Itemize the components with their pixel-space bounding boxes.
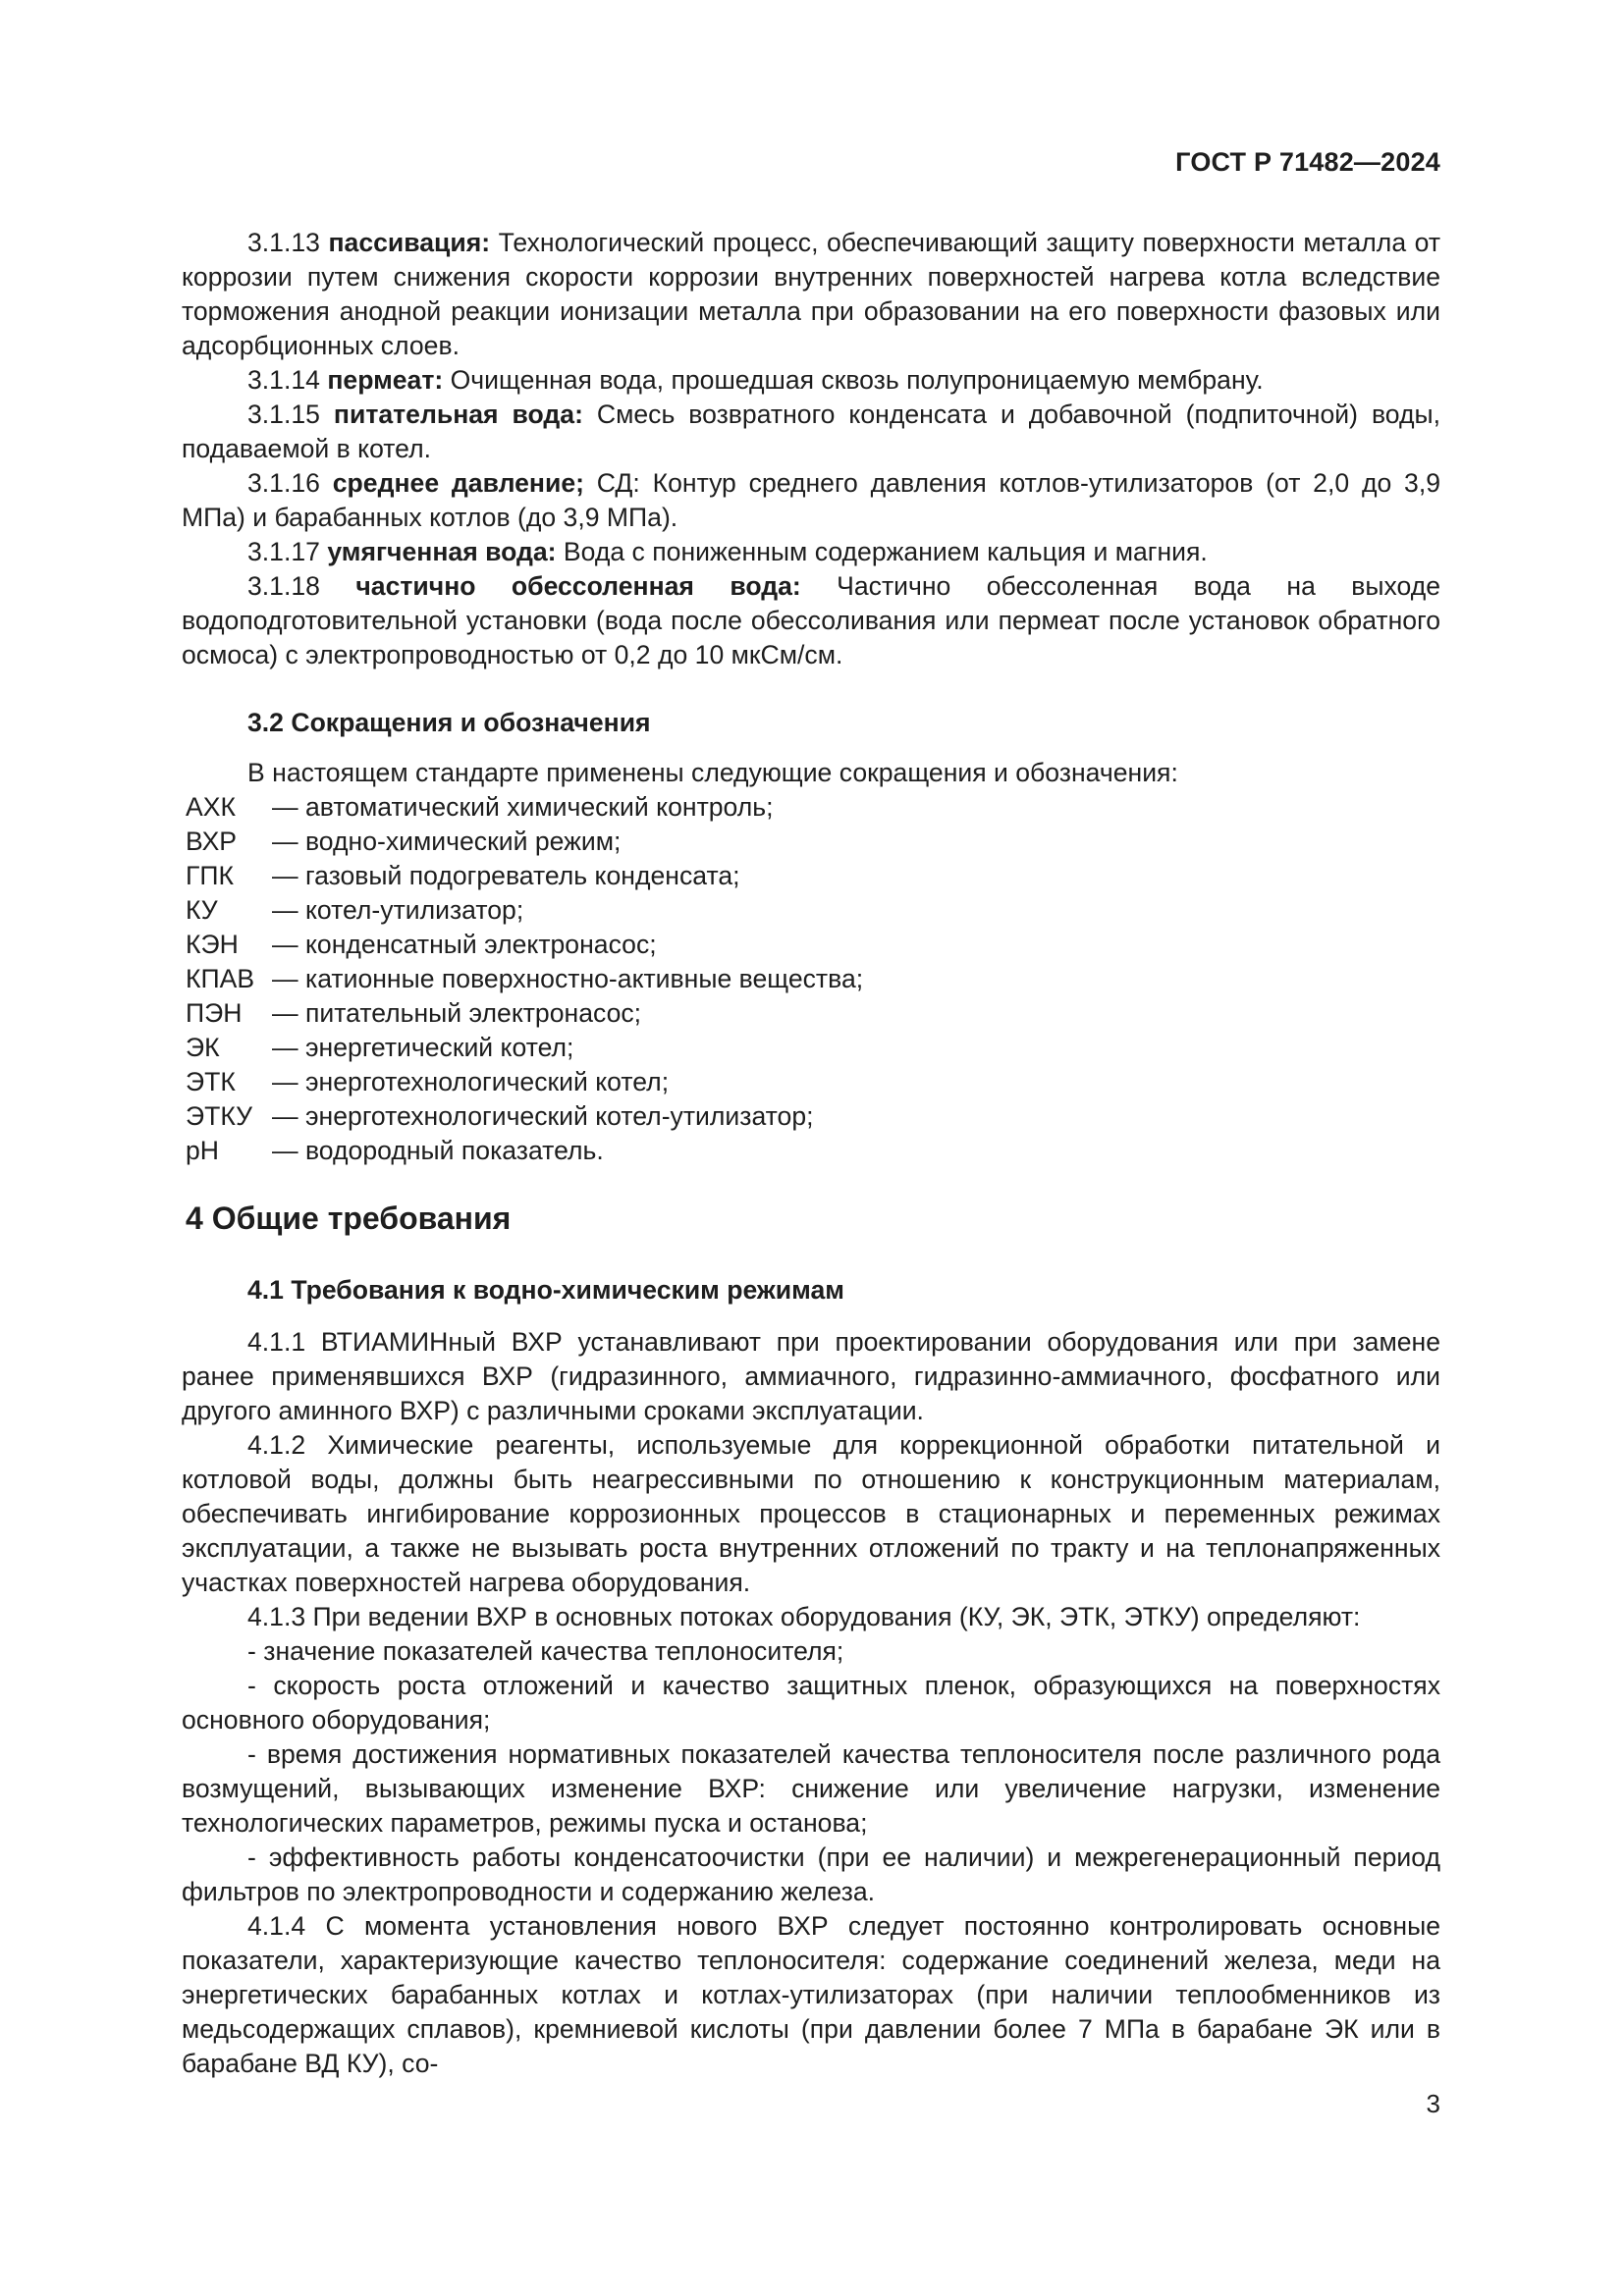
abbreviation-item bbox=[186, 825, 1440, 859]
definition-text: Технологический процесс, обеспечивающий защиту поверхности металла от коррозии путем снижения скорости коррозии внутренних поверхностей нагрева котла вследствие торможения анодной реакции ионизации металла при образовании на его поверхности фазовых или адсорбционных слоев. bbox=[182, 228, 1441, 360]
abbreviation-item bbox=[186, 790, 1440, 825]
list-item: - эффективность работы конденсатоочистки (при ее наличии) и межрегенерационный период фильтров по электропроводности и содержанию железа. bbox=[182, 1842, 1440, 1906]
abbreviation-code: ЭК bbox=[186, 1033, 220, 1062]
paragraph-4-1-1: 4.1.1 ВТИАМИНный ВХР устанавливают при проектировании оборудования или при замене ранее применявшихся ВХР (гидразинного, аммиачного, гидразинно-аммиачного, фосфатного или другого аминного ВХР) с различными сроками эксплуатации. bbox=[182, 1327, 1440, 1425]
list-item: - скорость роста отложений и качество защитных пленок, образующихся на поверхностях основного оборудования; bbox=[182, 1671, 1440, 1735]
definition-term: частично обессоленная вода: bbox=[355, 571, 801, 601]
paragraph-4-1-4: 4.1.4 С момента установления нового ВХР следует постоянно контролировать основные показатели, характеризующие качество теплоносителя: содержание соединений железа, меди на энергетических барабанных котлах и котлах-утилизаторах (при наличии теплообменников из медьсодержащих сплавов), кремниевой кислоты (при давлении более 7 МПа в барабане ЭК или в барабане ВД КУ), со- bbox=[182, 1911, 1440, 2078]
definition-number: 3.1.17 bbox=[247, 537, 320, 566]
document-header: ГОСТ Р 71482—2024 bbox=[1175, 147, 1440, 177]
abbreviations-intro: В настоящем стандарте применены следующие сокращения и обозначения: bbox=[247, 758, 1178, 787]
paragraph-4-1-2: 4.1.2 Химические реагенты, используемые для коррекционной обработки питательной и котловой воды, должны быть неагрессивными по отношению к конструкционным материалам, обеспечивать ингибирование коррозионных процессов в стационарных и переменных режимах эксплуатации, а также не вызывать роста внутренних отложений по тракту и на теплонапряженных участках поверхностей нагрева оборудования. bbox=[182, 1430, 1440, 1597]
section-4-heading: 4 Общие требования bbox=[186, 1201, 512, 1236]
section-4-body bbox=[182, 1325, 1440, 2081]
definition-3-1-15 bbox=[182, 398, 1440, 466]
definition-3-1-18 bbox=[182, 569, 1440, 672]
section-4-1-heading: 4.1 Требования к водно-химическим режимам bbox=[247, 1275, 844, 1305]
abbreviation-description: — энерготехнологический котел; bbox=[272, 1067, 670, 1096]
abbreviations-list bbox=[182, 790, 1440, 1168]
abbreviation-item bbox=[186, 1099, 1440, 1134]
abbreviation-code: ЭТК bbox=[186, 1067, 236, 1096]
abbreviation-item bbox=[186, 962, 1440, 996]
definition-text: Смесь возвратного конденсата и добавочной (подпиточной) воды, подаваемой в котел. bbox=[182, 400, 1441, 463]
definition-term: пермеат: bbox=[327, 365, 444, 395]
paragraph-4-1-3: 4.1.3 При ведении ВХР в основных потоках оборудования (КУ, ЭК, ЭТК, ЭТКУ) определяют: bbox=[247, 1602, 1361, 1631]
abbreviation-code: ПЭН bbox=[186, 998, 243, 1028]
definition-number: 3.1.14 bbox=[247, 365, 320, 395]
abbreviation-item bbox=[186, 996, 1440, 1031]
abbreviation-code: АХК bbox=[186, 792, 236, 822]
section-3-2-heading: 3.2 Сокращения и обозначения bbox=[247, 708, 651, 737]
abbreviation-description: — котел-утилизатор; bbox=[272, 895, 524, 925]
definition-3-1-13 bbox=[182, 226, 1440, 363]
abbreviation-item bbox=[186, 1134, 1440, 1168]
page-content bbox=[182, 226, 1440, 2081]
abbreviation-description: — водородный показатель. bbox=[272, 1136, 604, 1165]
abbreviation-item bbox=[186, 928, 1440, 962]
abbreviation-item bbox=[186, 893, 1440, 928]
definition-term: питательная вода: bbox=[333, 400, 583, 429]
definition-number: 3.1.18 bbox=[247, 571, 320, 601]
abbreviation-code: КУ bbox=[186, 895, 218, 925]
abbreviation-description: — водно-химический режим; bbox=[272, 827, 622, 856]
abbreviation-description: — энергетический котел; bbox=[272, 1033, 574, 1062]
abbreviation-description: — конденсатный электронасос; bbox=[272, 930, 657, 959]
abbreviation-description: — газовый подогреватель конденсата; bbox=[272, 861, 740, 890]
definition-term: среднее давление; bbox=[332, 468, 584, 498]
definition-term: пассивация: bbox=[328, 228, 491, 257]
list-item: - время достижения нормативных показателей качества теплоносителя после различного рода возмущений, вызывающих изменение ВХР: снижение или увеличение нагрузки, изменение технологических параметров, режимы пуска и останова; bbox=[182, 1739, 1440, 1838]
definition-number: 3.1.13 bbox=[247, 228, 320, 257]
abbreviation-description: — автоматический химический контроль; bbox=[272, 792, 774, 822]
definition-3-1-14 bbox=[182, 363, 1440, 398]
definition-number: 3.1.15 bbox=[247, 400, 320, 429]
definition-3-1-16 bbox=[182, 466, 1440, 535]
abbreviation-code: ЭТКУ bbox=[186, 1101, 253, 1131]
definition-term: умягченная вода: bbox=[327, 537, 557, 566]
page-number: 3 bbox=[1426, 2089, 1440, 2118]
definition-3-1-17 bbox=[182, 535, 1440, 569]
abbreviation-item bbox=[186, 1031, 1440, 1065]
abbreviation-code: КЭН bbox=[186, 930, 239, 959]
definition-text: Очищенная вода, прошедшая сквозь полупроницаемую мембрану. bbox=[450, 365, 1264, 395]
abbreviation-item bbox=[186, 859, 1440, 893]
definition-text: СД: Контур среднего давления котлов-утилизаторов (от 2,0 до 3,9 МПа) и барабанных котлов (до 3,9 МПа). bbox=[182, 468, 1441, 532]
abbreviation-code: ВХР bbox=[186, 827, 238, 856]
abbreviation-description: — питательный электронасос; bbox=[272, 998, 642, 1028]
abbreviation-code: ГПК bbox=[186, 861, 235, 890]
definitions-block bbox=[182, 226, 1440, 672]
abbreviation-description: — энерготехнологический котел-утилизатор; bbox=[272, 1101, 814, 1131]
list-item: - значение показателей качества теплоносителя; bbox=[247, 1636, 844, 1666]
definition-text: Частично обессоленная вода на выходе водоподготовительной установки (вода после обессоливания или пермеат после установок обратного осмоса) с электропроводностью от 0,2 до 10 мкСм/см. bbox=[182, 571, 1441, 669]
abbreviation-description: — катионные поверхностно-активные вещества; bbox=[272, 964, 864, 993]
definition-text: Вода с пониженным содержанием кальция и магния. bbox=[563, 537, 1208, 566]
abbreviation-code: pH bbox=[186, 1136, 219, 1165]
definition-number: 3.1.16 bbox=[247, 468, 320, 498]
abbreviation-item bbox=[186, 1065, 1440, 1099]
abbreviation-code: КПАВ bbox=[186, 964, 255, 993]
